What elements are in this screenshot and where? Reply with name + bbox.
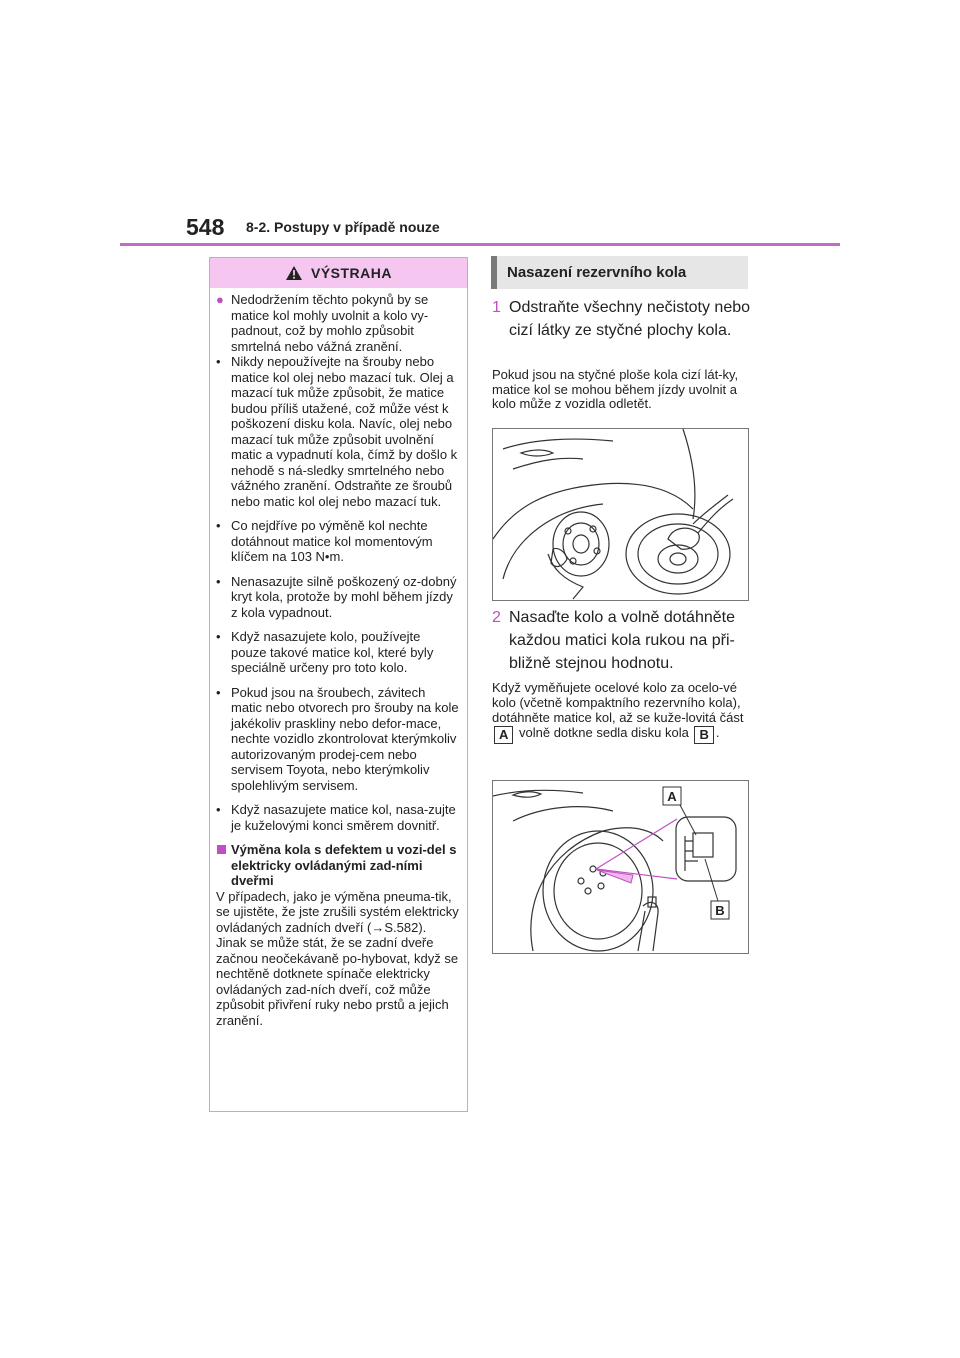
bullet-icon: • <box>216 802 221 817</box>
label-a: A <box>494 726 513 744</box>
label-b: B <box>694 726 713 744</box>
wheel-nut-illustration <box>492 780 749 954</box>
warning-body <box>210 288 467 1028</box>
bullet-icon: • <box>216 573 221 589</box>
section-heading: Nasazení rezervního kola <box>491 256 748 289</box>
square-bullet-icon <box>217 845 226 854</box>
warning-box <box>209 257 468 1112</box>
list-item: • Když nasazujete kolo, používejte pouze takové matice kol, které byly speciálně určeny pro toto kolo. <box>216 629 434 675</box>
warning-title: VÝSTRAHA <box>310 265 392 281</box>
step-text: Odstraňte všechny nečistoty nebo cizí látky ze styčné plochy kola. <box>509 299 751 339</box>
wheel-nut-drawing <box>493 781 748 953</box>
wheel-cleaning-drawing <box>493 429 748 600</box>
warning-triangle-icon <box>285 265 303 281</box>
bullet-icon: • <box>216 354 221 369</box>
circle-bullet-icon: ● <box>216 292 224 307</box>
list-item: • Když nasazujete matice kol, nasa-zujte je kuželovými konci směrem dovnitř. <box>216 802 456 833</box>
warning-paragraph: V případech, jako je výměna pneuma-tik, se ujistěte, že jste zrušili systém elektricky ovládaných zadních dveří (→S.582). Jinak se může stát, že se zadní dveře začnou neočekávaně po-hybovat, když se nechtěně dotknete spínače elektricky ovládaných zad-ních dveří, což může způsobit přivření ruky nebo prstů a jejich zranění. <box>216 888 459 1028</box>
list-item: • Nikdy nepoužívejte na šrouby nebo matice kol olej nebo mazací tuk. Olej a mazací tuk může způsobit, že matice budou příliš utažené, což může vést k poškození disku kola. Navíc, olej nebo mazací tuk může způsobit uvolnění matic a vypadnutí kola, čímž by došlo k nehodě s ná-sledky smrtelného nebo vážného zranění. Odstraňte ze šroubů nebo matic kol olej nebo mazací tuk. <box>216 354 458 509</box>
section-title: 8-2. Postupy v případě nouze <box>246 219 440 235</box>
warning-intro: ● Nedodržením těchto pokynů by se matice kol mohly uvolnit a kolo vy-padnout, což by mohlo způsobit smrtelná nebo vážná zranění. <box>216 292 429 354</box>
list-item: • Co nejdříve po výměně kol nechte dotáhnout matice kol momentovým klíčem na 103 N•m. <box>216 518 433 564</box>
step-number: 1 <box>492 299 501 316</box>
warning-header <box>210 258 467 288</box>
step-1-note: Pokud jsou na styčné ploše kola cizí lát-ky, matice kol se mohou během jízdy uvolnit a kolo může z vozidla odletět. <box>492 367 739 411</box>
bullet-icon: • <box>216 518 221 533</box>
step-text: Nasaďte kolo a volně dotáhněte každou matici kola rukou na při-bližně stejnou hodnotu. <box>509 609 735 672</box>
list-item: • Pokud jsou na šroubech, závitech matic nebo otvorech pro šrouby na kole jakékoliv praskliny nebo defor-mace, nechte vozidlo zkontrolovat kterýmkoliv autorizovaným prodej-cem nebo servisem Toyota, nebo kterýmkoliv spolehlivým servisem. <box>216 684 459 793</box>
step-2-note: Když vyměňujete ocelové kolo za ocelo-vé kolo (včetně kompaktního rezervního kola), dotáhněte matice kol, až se kuže-lovitá část A volně dotkne sedla disku kola B . <box>492 680 744 742</box>
figure-label-a: A <box>667 789 677 804</box>
step-number: 2 <box>492 609 501 626</box>
warning-subheading: Výměna kola s defektem u vozi-del s elektricky ovládanými zad-ními dveřmi <box>216 842 459 889</box>
step-2 <box>492 606 752 675</box>
step-1 <box>492 296 752 342</box>
list-item: • Nenasazujte silně poškozený oz-dobný kryt kola, protože by mohl během jízdy z kola vypadnout. <box>216 573 457 620</box>
header-rule <box>120 243 840 246</box>
bullet-icon: • <box>216 684 221 700</box>
bullet-icon: • <box>216 629 221 644</box>
figure-label-b: B <box>715 903 725 918</box>
wheel-cleaning-illustration <box>492 428 749 601</box>
page-number: 548 <box>186 214 225 240</box>
